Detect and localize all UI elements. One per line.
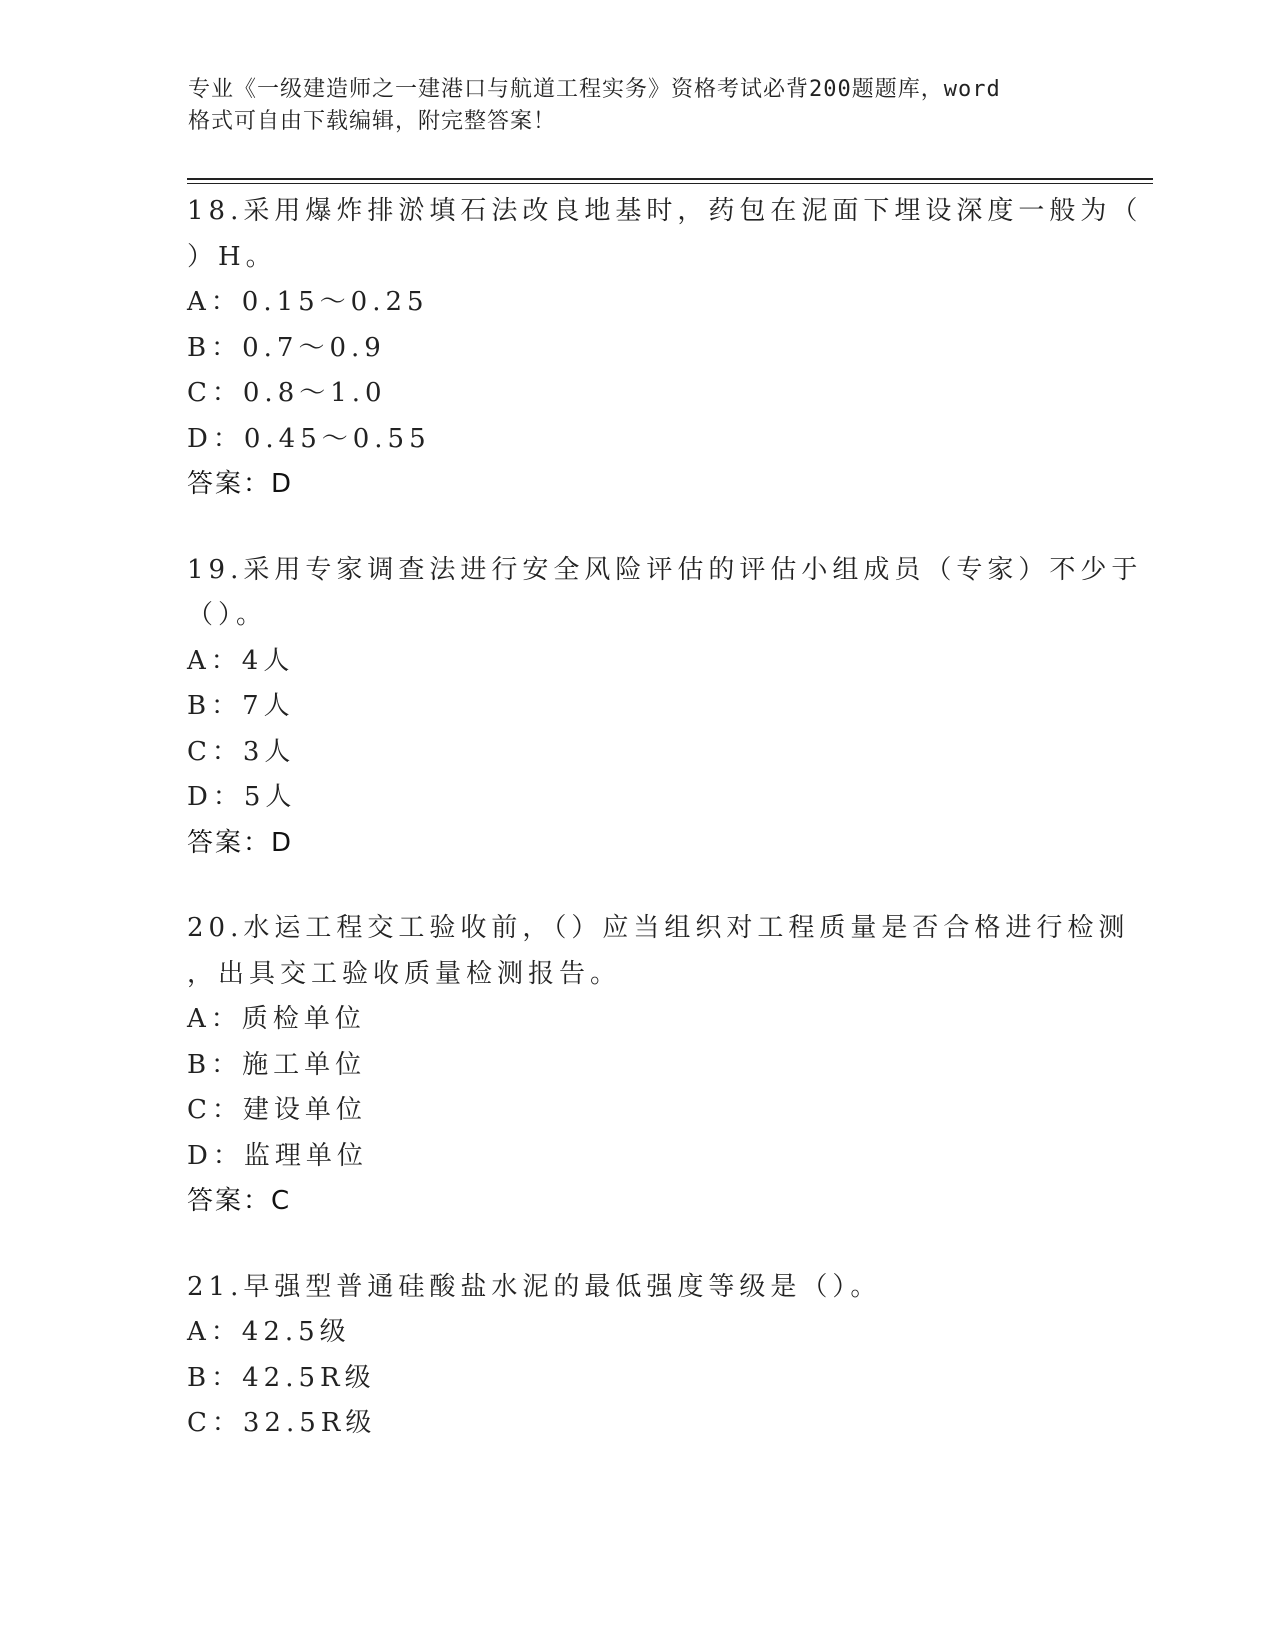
question-stem-continued: ）H。	[187, 241, 277, 272]
question-stem: 21.早强型普通硅酸盐水泥的最低强度等级是（）。	[187, 1271, 882, 1302]
header-line-2: 格式可自由下载编辑，附完整答案！	[188, 109, 557, 134]
option-d: D：监理单位	[187, 1140, 368, 1171]
document-header	[188, 74, 1088, 138]
option-d: D：5人	[187, 782, 297, 812]
question-19	[187, 548, 1143, 867]
option-b: B：施工单位	[187, 1049, 367, 1080]
answer: 答案：D	[187, 469, 294, 499]
question-20	[187, 906, 1130, 1225]
option-a: A：质检单位	[187, 1004, 366, 1034]
option-a: A：0.15～0.25	[187, 287, 429, 317]
option-c: C：3人	[187, 736, 296, 767]
question-stem-continued: （）。	[187, 600, 268, 630]
option-d: D：0.45～0.55	[187, 423, 431, 454]
question-18	[187, 189, 1143, 508]
option-b: B：0.7～0.9	[187, 332, 386, 363]
option-a: A：42.5级	[187, 1317, 351, 1347]
option-c: C：建设单位	[187, 1095, 367, 1125]
header-line-1: 专业《一级建造师之一建港口与航道工程实务》资格考试必背200题题库，word	[188, 77, 1001, 102]
option-c: C：0.8～1.0	[187, 378, 387, 408]
option-b: B：42.5R级	[187, 1362, 376, 1393]
question-stem: 19.采用专家调查法进行安全风险评估的评估小组成员（专家）不少于	[187, 554, 1143, 585]
question-stem: 20.水运工程交工验收前，（）应当组织对工程质量是否合格进行检测	[187, 913, 1130, 943]
option-c: C：32.5R级	[187, 1408, 377, 1438]
question-stem: 18.采用爆炸排淤填石法改良地基时，药包在泥面下埋设深度一般为（	[187, 196, 1143, 226]
option-b: B：7人	[187, 691, 295, 721]
header-rule-thick	[187, 178, 1153, 180]
answer: 答案：C	[187, 1186, 292, 1216]
option-a: A：4人	[187, 645, 295, 676]
question-stem-continued: ，出具交工验收质量检测报告。	[187, 958, 622, 989]
question-21	[187, 1265, 1087, 1447]
answer: 答案：D	[187, 827, 294, 858]
question-list	[187, 189, 1143, 1487]
header-rule-thin	[187, 183, 1153, 184]
